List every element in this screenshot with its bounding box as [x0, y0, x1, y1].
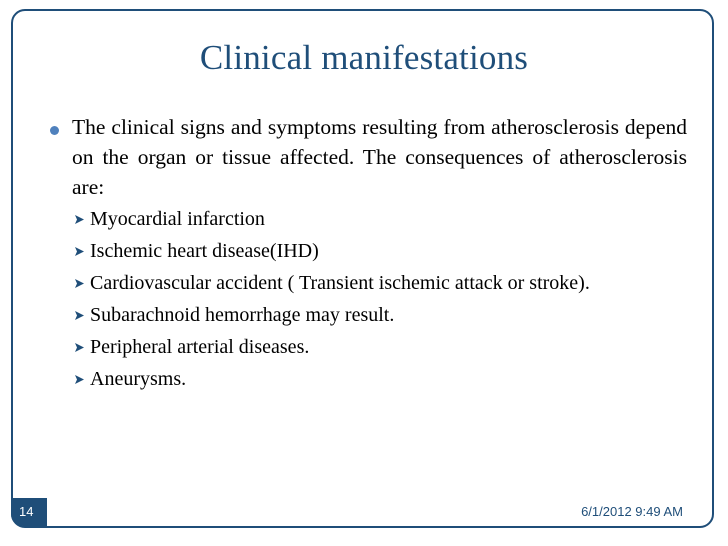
arrow-bullet-icon: [74, 374, 85, 385]
arrow-bullet-icon: [74, 342, 85, 353]
arrow-bullet-icon: [74, 310, 85, 321]
sub-bullet-item: [74, 269, 674, 297]
sub-bullet-text: Cardiovascular accident ( Transient ischemic attack or stroke).: [90, 272, 590, 294]
sub-bullet-item: [74, 301, 674, 329]
bullet-dot-icon: [50, 126, 59, 135]
arrow-bullet-icon: [74, 214, 85, 225]
main-bullet-text: The clinical signs and symptoms resulting from atherosclerosis depend on the organ or tissue affected. The consequences of atherosclerosis are:: [72, 115, 687, 199]
sub-bullet-text: Peripheral arterial diseases.: [90, 336, 310, 358]
sub-bullet-item: [74, 205, 674, 233]
arrow-bullet-icon: [74, 278, 85, 289]
sub-bullet-text: Aneurysms.: [90, 368, 187, 390]
sub-bullet-text: Myocardial infarction: [90, 208, 265, 230]
sub-bullet-item: [74, 333, 674, 361]
sub-bullet-text: Subarachnoid hemorrhage may result.: [90, 304, 395, 326]
sub-bullet-text: Ischemic heart disease(IHD): [90, 240, 319, 262]
sub-bullet-item: [74, 365, 674, 393]
slide-number: 14: [11, 498, 47, 526]
sub-bullet-item: [74, 237, 674, 265]
slide-title: Clinical manifestations: [199, 38, 529, 77]
sub-bullet-list: [74, 205, 674, 397]
arrow-bullet-icon: [74, 246, 85, 257]
slide-date: 6/1/2012 9:49 AM: [581, 504, 683, 519]
